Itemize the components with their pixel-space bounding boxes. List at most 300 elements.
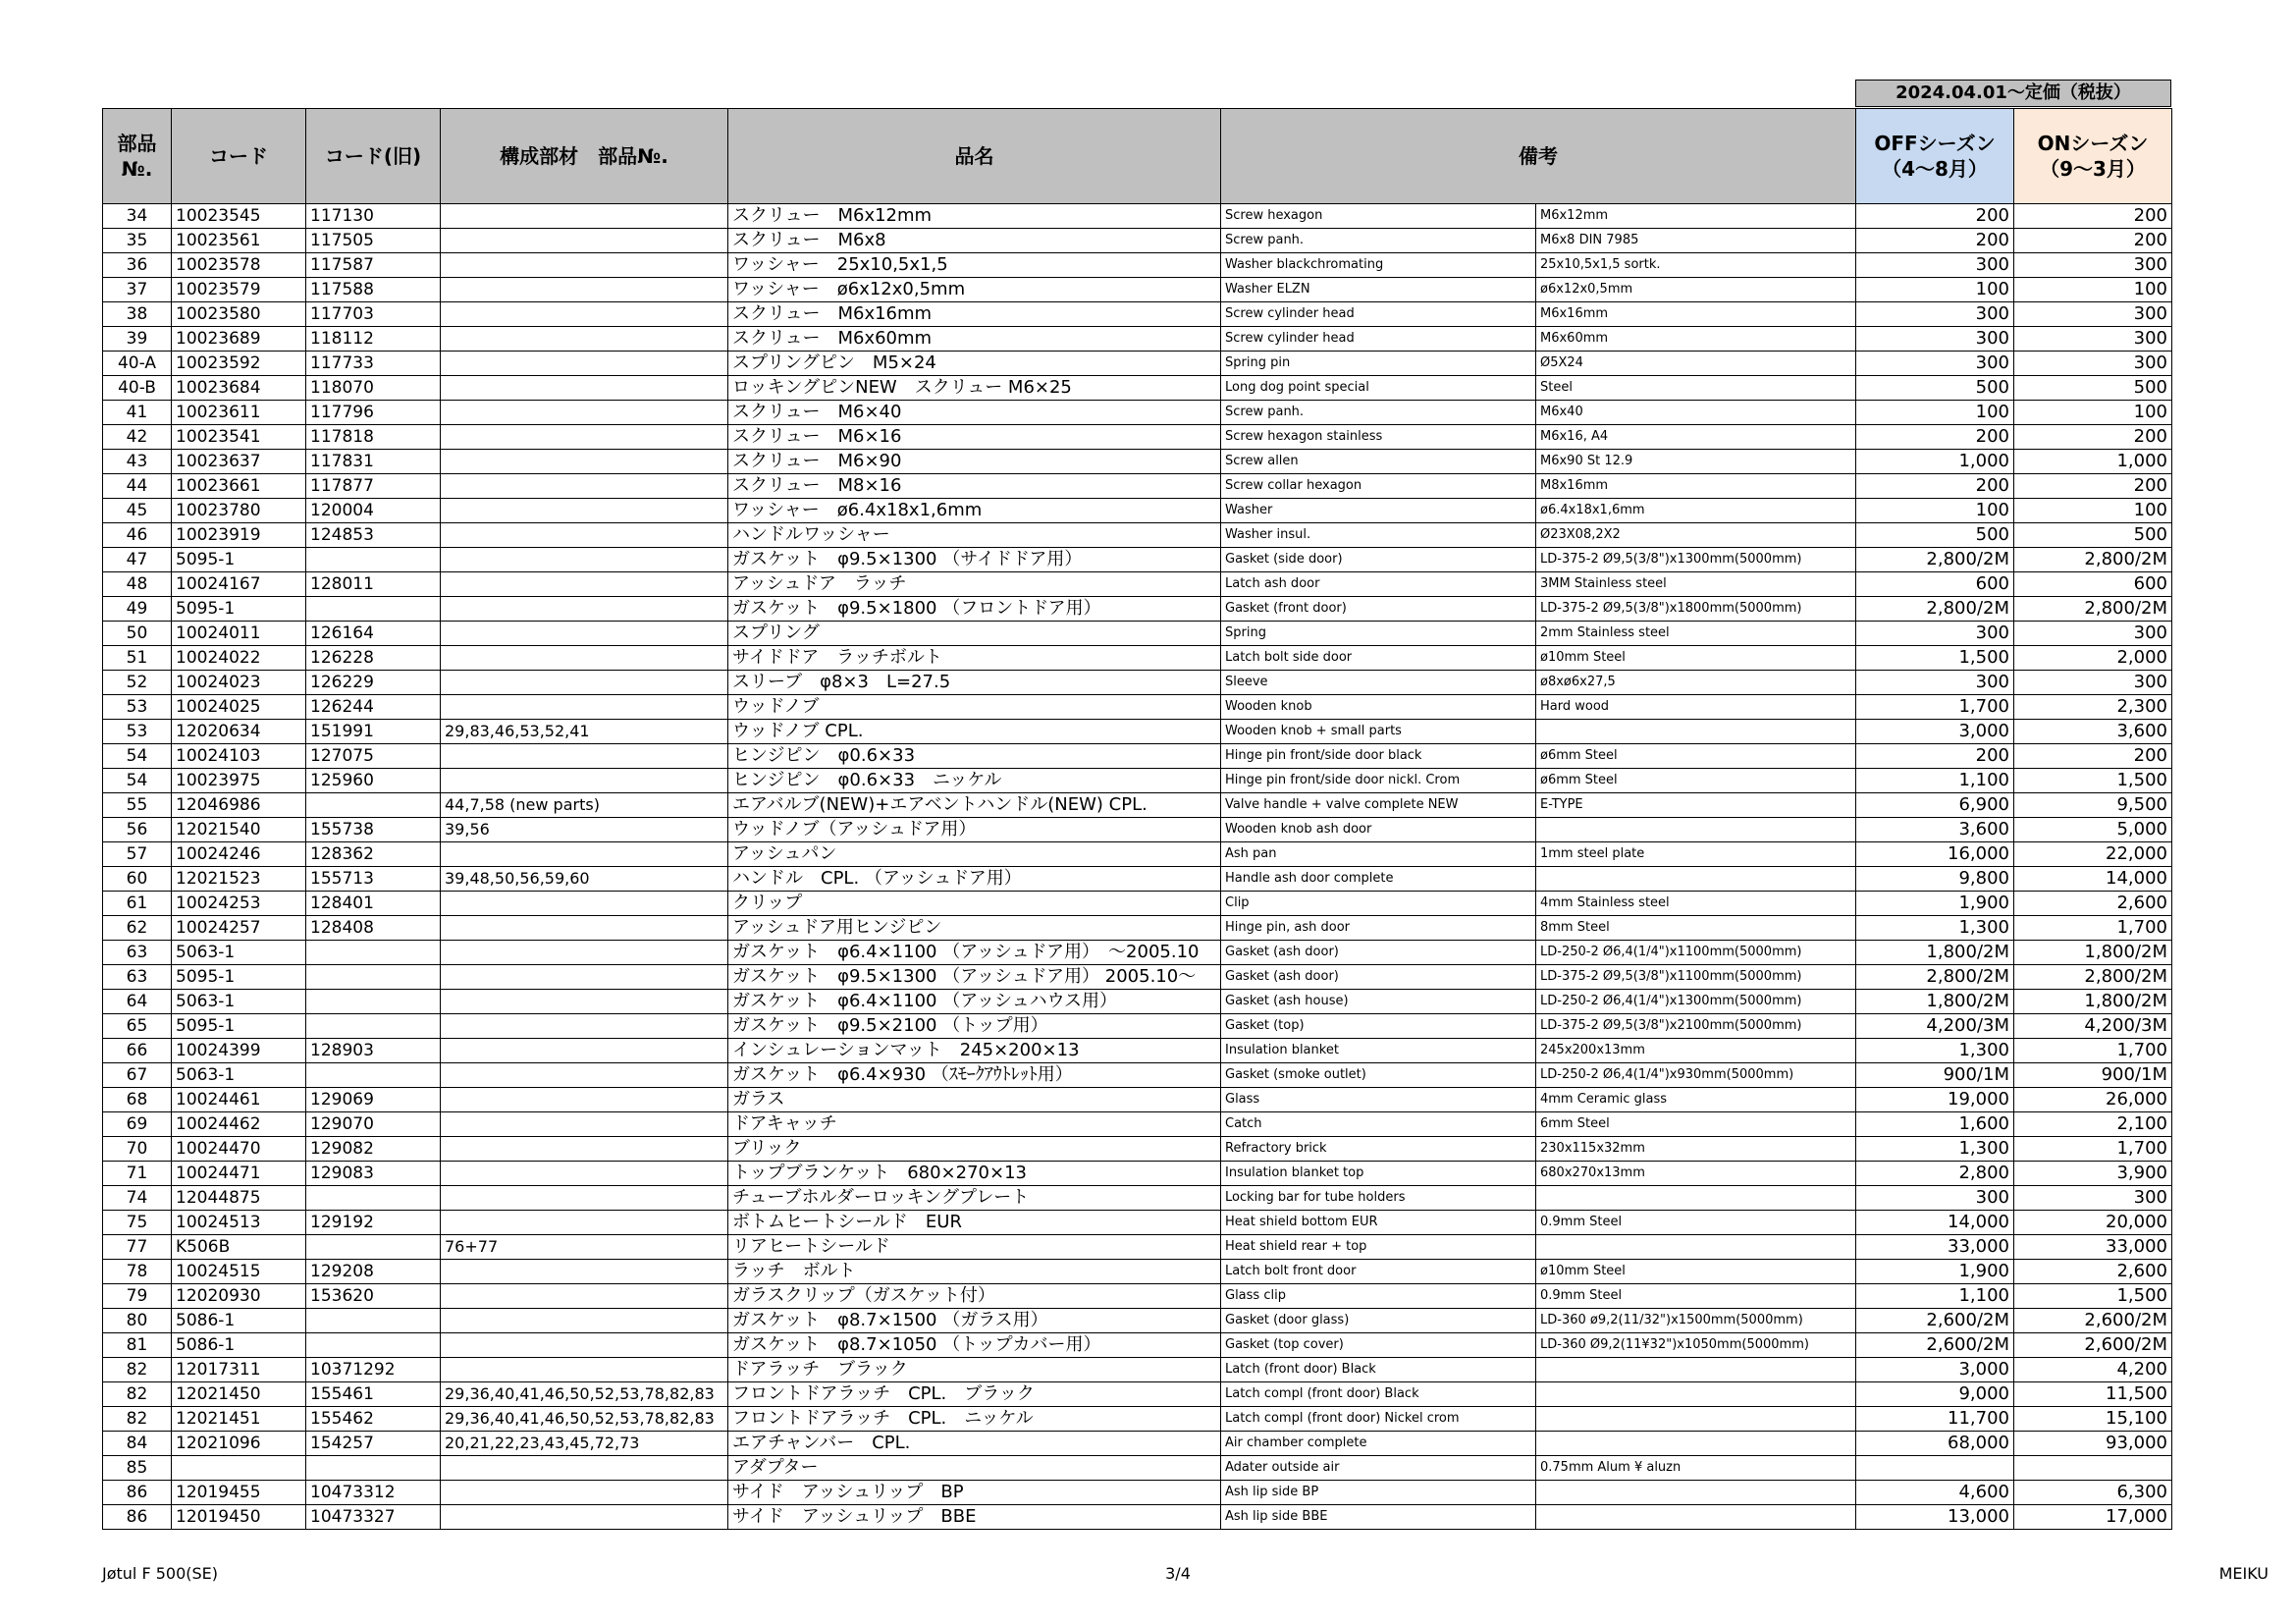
- cell-off-price: 300: [1856, 622, 2014, 646]
- cell-spec: [1536, 720, 1856, 744]
- cell-component: 29,36,40,41,46,50,52,53,78,82,83: [441, 1382, 728, 1407]
- cell-name: アッシュドア ラッチ: [728, 572, 1221, 597]
- cell-component: [441, 916, 728, 941]
- cell-spec: M6x12mm: [1536, 204, 1856, 229]
- cell-spec: LD-360 ø9,2(11/32")x1500mm(5000mm): [1536, 1309, 1856, 1333]
- cell-english-name: Refractory brick: [1221, 1137, 1536, 1162]
- cell-on-price: 4,200: [2014, 1358, 2172, 1382]
- cell-off-price: 500: [1856, 376, 2014, 401]
- cell-off-price: 200: [1856, 425, 2014, 450]
- table-row: [103, 622, 2172, 646]
- cell-spec: [1536, 818, 1856, 842]
- cell-code-old: [306, 1456, 441, 1481]
- cell-part-no: 70: [103, 1137, 172, 1162]
- cell-on-price: 5,000: [2014, 818, 2172, 842]
- cell-code: 5086-1: [172, 1333, 306, 1358]
- cell-name: サイド アッシュリップ BBE: [728, 1505, 1221, 1530]
- cell-code-old: [306, 793, 441, 818]
- cell-english-name: Gasket (ash house): [1221, 990, 1536, 1014]
- cell-component: 29,36,40,41,46,50,52,53,78,82,83: [441, 1407, 728, 1432]
- cell-component: [441, 1014, 728, 1039]
- header-remarks: 備考: [1221, 109, 1856, 204]
- cell-off-price: [1856, 1456, 2014, 1481]
- cell-component: [441, 302, 728, 327]
- cell-code: 12021523: [172, 867, 306, 892]
- cell-part-no: 48: [103, 572, 172, 597]
- cell-english-name: Heat shield bottom EUR: [1221, 1211, 1536, 1235]
- table-row: [103, 229, 2172, 253]
- table-row: [103, 671, 2172, 695]
- cell-off-price: 200: [1856, 229, 2014, 253]
- cell-code: 5095-1: [172, 965, 306, 990]
- cell-code-old: 153620: [306, 1284, 441, 1309]
- cell-off-price: 2,800/2M: [1856, 597, 2014, 622]
- cell-name: ガスケット φ6.4×1100 （アッシュドア用） ～2005.10: [728, 941, 1221, 965]
- cell-on-price: 3,600: [2014, 720, 2172, 744]
- table-row: [103, 1162, 2172, 1186]
- cell-code-old: 124853: [306, 523, 441, 548]
- cell-off-price: 200: [1856, 204, 2014, 229]
- table-row: [103, 1407, 2172, 1432]
- cell-on-price: 100: [2014, 278, 2172, 302]
- cell-name: フロントドアラッチ CPL. ニッケル: [728, 1407, 1221, 1432]
- cell-component: [441, 1112, 728, 1137]
- table-row: [103, 990, 2172, 1014]
- cell-part-no: 62: [103, 916, 172, 941]
- cell-part-no: 34: [103, 204, 172, 229]
- cell-on-price: 200: [2014, 425, 2172, 450]
- cell-english-name: Screw panh.: [1221, 401, 1536, 425]
- table-row: [103, 744, 2172, 769]
- cell-part-no: 63: [103, 965, 172, 990]
- cell-off-price: 2,800/2M: [1856, 548, 2014, 572]
- cell-code: 5063-1: [172, 990, 306, 1014]
- cell-off-price: 33,000: [1856, 1235, 2014, 1260]
- cell-code-old: 155738: [306, 818, 441, 842]
- cell-english-name: Screw hexagon: [1221, 204, 1536, 229]
- cell-on-price: 300: [2014, 671, 2172, 695]
- cell-component: [441, 327, 728, 352]
- cell-off-price: 3,000: [1856, 720, 2014, 744]
- cell-component: [441, 1309, 728, 1333]
- cell-english-name: Gasket (door glass): [1221, 1309, 1536, 1333]
- cell-spec: Ø5X24: [1536, 352, 1856, 376]
- cell-spec: [1536, 1186, 1856, 1211]
- cell-on-price: 20,000: [2014, 1211, 2172, 1235]
- cell-off-price: 1,900: [1856, 892, 2014, 916]
- cell-name: ガラスクリップ（ガスケット付）: [728, 1284, 1221, 1309]
- table-row: [103, 302, 2172, 327]
- cell-name: ガスケット φ9.5×1800 （フロントドア用）: [728, 597, 1221, 622]
- cell-off-price: 1,100: [1856, 1284, 2014, 1309]
- cell-off-price: 13,000: [1856, 1505, 2014, 1530]
- cell-english-name: Gasket (front door): [1221, 597, 1536, 622]
- cell-code: 10023637: [172, 450, 306, 474]
- cell-code-old: 117831: [306, 450, 441, 474]
- cell-spec: 4mm Stainless steel: [1536, 892, 1856, 916]
- table-row: [103, 450, 2172, 474]
- cell-off-price: 200: [1856, 744, 2014, 769]
- table-row: [103, 769, 2172, 793]
- cell-spec: LD-250-2 Ø6,4(1/4")x1100mm(5000mm): [1536, 941, 1856, 965]
- cell-code-old: [306, 1014, 441, 1039]
- table-row: [103, 1063, 2172, 1088]
- table-row: [103, 1014, 2172, 1039]
- cell-on-price: 300: [2014, 622, 2172, 646]
- cell-spec: M6x90 St 12.9: [1536, 450, 1856, 474]
- cell-on-price: [2014, 1456, 2172, 1481]
- cell-name: ガスケット φ6.4×930 （ｽﾓｰｸｱｳﾄﾚｯﾄ用）: [728, 1063, 1221, 1088]
- cell-code-old: [306, 1235, 441, 1260]
- table-row: [103, 401, 2172, 425]
- cell-part-no: 86: [103, 1481, 172, 1505]
- header-on-season: ONシーズン （9～3月）: [2014, 109, 2172, 204]
- cell-english-name: Latch bolt side door: [1221, 646, 1536, 671]
- cell-code: 10023579: [172, 278, 306, 302]
- cell-spec: 3MM Stainless steel: [1536, 572, 1856, 597]
- cell-name: スクリュー M8×16: [728, 474, 1221, 499]
- cell-on-price: 2,600/2M: [2014, 1309, 2172, 1333]
- cell-name: ハンドルワッシャー: [728, 523, 1221, 548]
- cell-code-old: 154257: [306, 1432, 441, 1456]
- cell-code-old: 117796: [306, 401, 441, 425]
- cell-code-old: 155713: [306, 867, 441, 892]
- parts-price-table: [102, 108, 2172, 1530]
- cell-on-price: 1,700: [2014, 1039, 2172, 1063]
- cell-code-old: 117130: [306, 204, 441, 229]
- cell-code: 10023661: [172, 474, 306, 499]
- cell-code-old: [306, 548, 441, 572]
- cell-spec: 230x115x32mm: [1536, 1137, 1856, 1162]
- cell-on-price: 200: [2014, 229, 2172, 253]
- table-row: [103, 916, 2172, 941]
- cell-code-old: [306, 941, 441, 965]
- cell-spec: 4mm Ceramic glass: [1536, 1088, 1856, 1112]
- cell-part-no: 82: [103, 1382, 172, 1407]
- cell-code: K506B: [172, 1235, 306, 1260]
- cell-code-old: 120004: [306, 499, 441, 523]
- cell-component: [441, 499, 728, 523]
- cell-code: 10023689: [172, 327, 306, 352]
- cell-english-name: Latch (front door) Black: [1221, 1358, 1536, 1382]
- cell-part-no: 66: [103, 1039, 172, 1063]
- cell-code: 5063-1: [172, 1063, 306, 1088]
- cell-off-price: 200: [1856, 474, 2014, 499]
- cell-off-price: 300: [1856, 253, 2014, 278]
- table-row: [103, 646, 2172, 671]
- table-row: [103, 499, 2172, 523]
- cell-english-name: Hinge pin, ash door: [1221, 916, 1536, 941]
- cell-part-no: 44: [103, 474, 172, 499]
- cell-component: [441, 622, 728, 646]
- cell-component: [441, 892, 728, 916]
- cell-english-name: Washer insul.: [1221, 523, 1536, 548]
- cell-code: 10024399: [172, 1039, 306, 1063]
- cell-part-no: 68: [103, 1088, 172, 1112]
- table-row: [103, 1456, 2172, 1481]
- cell-code: 10024023: [172, 671, 306, 695]
- cell-off-price: 6,900: [1856, 793, 2014, 818]
- table-row: [103, 204, 2172, 229]
- cell-code-old: 10371292: [306, 1358, 441, 1382]
- cell-code: 5095-1: [172, 548, 306, 572]
- cell-on-price: 300: [2014, 1186, 2172, 1211]
- table-row: [103, 1137, 2172, 1162]
- cell-part-no: 84: [103, 1432, 172, 1456]
- cell-code: 10023561: [172, 229, 306, 253]
- cell-english-name: Adater outside air: [1221, 1456, 1536, 1481]
- table-row: [103, 1039, 2172, 1063]
- cell-spec: [1536, 867, 1856, 892]
- cell-spec: E-TYPE: [1536, 793, 1856, 818]
- table-row: [103, 253, 2172, 278]
- cell-code: 10024253: [172, 892, 306, 916]
- cell-name: スプリング: [728, 622, 1221, 646]
- cell-name: トップブランケット 680×270×13: [728, 1162, 1221, 1186]
- cell-component: [441, 548, 728, 572]
- cell-code-old: 117588: [306, 278, 441, 302]
- cell-on-price: 2,800/2M: [2014, 548, 2172, 572]
- cell-spec: Steel: [1536, 376, 1856, 401]
- cell-code-old: 117587: [306, 253, 441, 278]
- cell-code-old: 117733: [306, 352, 441, 376]
- cell-off-price: 300: [1856, 671, 2014, 695]
- cell-code: 10023541: [172, 425, 306, 450]
- cell-spec: M6x16mm: [1536, 302, 1856, 327]
- cell-part-no: 82: [103, 1358, 172, 1382]
- cell-name: スクリュー M6×40: [728, 401, 1221, 425]
- table-row: [103, 572, 2172, 597]
- cell-component: [441, 474, 728, 499]
- cell-english-name: Spring pin: [1221, 352, 1536, 376]
- cell-code: 12021451: [172, 1407, 306, 1432]
- cell-code-old: 117505: [306, 229, 441, 253]
- cell-code: 10024471: [172, 1162, 306, 1186]
- cell-component: [441, 278, 728, 302]
- cell-name: アッシュドア用ヒンジピン: [728, 916, 1221, 941]
- cell-code-old: [306, 1309, 441, 1333]
- cell-off-price: 1,900: [1856, 1260, 2014, 1284]
- cell-component: [441, 1358, 728, 1382]
- cell-on-price: 300: [2014, 253, 2172, 278]
- cell-spec: LD-375-2 Ø9,5(3/8")x1300mm(5000mm): [1536, 548, 1856, 572]
- cell-code-old: 128408: [306, 916, 441, 941]
- table-row: [103, 1260, 2172, 1284]
- cell-on-price: 500: [2014, 376, 2172, 401]
- cell-part-no: 42: [103, 425, 172, 450]
- cell-code: 10024515: [172, 1260, 306, 1284]
- cell-spec: [1536, 1505, 1856, 1530]
- cell-component: [441, 744, 728, 769]
- cell-spec: 25x10,5x1,5 sortk.: [1536, 253, 1856, 278]
- cell-english-name: Screw cylinder head: [1221, 302, 1536, 327]
- cell-name: ドアラッチ ブラック: [728, 1358, 1221, 1382]
- cell-off-price: 1,300: [1856, 1137, 2014, 1162]
- cell-code-old: 117877: [306, 474, 441, 499]
- header-off-season: OFFシーズン （4～8月）: [1856, 109, 2014, 204]
- cell-code-old: 118112: [306, 327, 441, 352]
- cell-off-price: 3,600: [1856, 818, 2014, 842]
- cell-name: ワッシャー ø6.4x18x1,6mm: [728, 499, 1221, 523]
- cell-code: 12020634: [172, 720, 306, 744]
- cell-component: [441, 1505, 728, 1530]
- cell-spec: LD-375-2 Ø9,5(3/8")x1100mm(5000mm): [1536, 965, 1856, 990]
- cell-code-old: 129083: [306, 1162, 441, 1186]
- cell-english-name: Wooden knob + small parts: [1221, 720, 1536, 744]
- cell-english-name: Gasket (top cover): [1221, 1333, 1536, 1358]
- cell-english-name: Latch ash door: [1221, 572, 1536, 597]
- cell-english-name: Washer: [1221, 499, 1536, 523]
- cell-name: ハンドル CPL. （アッシュドア用）: [728, 867, 1221, 892]
- cell-on-price: 600: [2014, 572, 2172, 597]
- cell-spec: ø6x12x0,5mm: [1536, 278, 1856, 302]
- cell-on-price: 300: [2014, 327, 2172, 352]
- cell-part-no: 43: [103, 450, 172, 474]
- table-row: [103, 892, 2172, 916]
- cell-english-name: Screw allen: [1221, 450, 1536, 474]
- cell-english-name: Ash lip side BP: [1221, 1481, 1536, 1505]
- cell-off-price: 68,000: [1856, 1432, 2014, 1456]
- cell-on-price: 2,600: [2014, 892, 2172, 916]
- table-row: [103, 278, 2172, 302]
- table-row: [103, 1309, 2172, 1333]
- cell-off-price: 1,500: [1856, 646, 2014, 671]
- cell-part-no: 35: [103, 229, 172, 253]
- cell-spec: M6x16, A4: [1536, 425, 1856, 450]
- cell-name: アダプター: [728, 1456, 1221, 1481]
- cell-spec: ø6mm Steel: [1536, 769, 1856, 793]
- cell-spec: M6x40: [1536, 401, 1856, 425]
- cell-part-no: 54: [103, 769, 172, 793]
- cell-part-no: 85: [103, 1456, 172, 1481]
- cell-part-no: 63: [103, 941, 172, 965]
- cell-part-no: 75: [103, 1211, 172, 1235]
- cell-english-name: Gasket (smoke outlet): [1221, 1063, 1536, 1088]
- cell-part-no: 57: [103, 842, 172, 867]
- cell-english-name: Wooden knob ash door: [1221, 818, 1536, 842]
- cell-code: 10023545: [172, 204, 306, 229]
- cell-component: [441, 425, 728, 450]
- cell-english-name: Gasket (side door): [1221, 548, 1536, 572]
- header-part-no: 部品 №.: [103, 109, 172, 204]
- cell-on-price: 2,300: [2014, 695, 2172, 720]
- cell-code-old: 129082: [306, 1137, 441, 1162]
- cell-name: ロッキングピンNEW スクリュー M6×25: [728, 376, 1221, 401]
- cell-english-name: Wooden knob: [1221, 695, 1536, 720]
- cell-spec: 1mm steel plate: [1536, 842, 1856, 867]
- cell-part-no: 77: [103, 1235, 172, 1260]
- cell-code: 10023578: [172, 253, 306, 278]
- cell-component: [441, 352, 728, 376]
- cell-on-price: 1,800/2M: [2014, 941, 2172, 965]
- table-row: [103, 793, 2172, 818]
- cell-code-old: 126228: [306, 646, 441, 671]
- cell-off-price: 900/1M: [1856, 1063, 2014, 1088]
- header-component: 構成部材 部品№.: [441, 109, 728, 204]
- cell-code: 10024462: [172, 1112, 306, 1137]
- cell-on-price: 2,000: [2014, 646, 2172, 671]
- cell-on-price: 1,700: [2014, 1137, 2172, 1162]
- cell-code: 5095-1: [172, 1014, 306, 1039]
- cell-part-no: 60: [103, 867, 172, 892]
- cell-code-old: 129070: [306, 1112, 441, 1137]
- cell-on-price: 200: [2014, 474, 2172, 499]
- cell-off-price: 100: [1856, 401, 2014, 425]
- cell-english-name: Catch: [1221, 1112, 1536, 1137]
- cell-on-price: 15,100: [2014, 1407, 2172, 1432]
- table-row: [103, 867, 2172, 892]
- cell-english-name: Washer ELZN: [1221, 278, 1536, 302]
- cell-on-price: 1,000: [2014, 450, 2172, 474]
- cell-spec: LD-250-2 Ø6,4(1/4")x930mm(5000mm): [1536, 1063, 1856, 1088]
- table-row: [103, 352, 2172, 376]
- cell-component: [441, 1260, 728, 1284]
- cell-code-old: [306, 1063, 441, 1088]
- cell-part-no: 80: [103, 1309, 172, 1333]
- cell-spec: ø6.4x18x1,6mm: [1536, 499, 1856, 523]
- cell-part-no: 50: [103, 622, 172, 646]
- cell-component: 20,21,22,23,43,45,72,73: [441, 1432, 728, 1456]
- cell-spec: ø8xø6x27,5: [1536, 671, 1856, 695]
- cell-on-price: 1,500: [2014, 769, 2172, 793]
- cell-english-name: Washer blackchromating: [1221, 253, 1536, 278]
- cell-name: ヒンジピン φ0.6×33 ニッケル: [728, 769, 1221, 793]
- cell-name: ワッシャー ø6x12x0,5mm: [728, 278, 1221, 302]
- cell-spec: 0.9mm Steel: [1536, 1284, 1856, 1309]
- cell-english-name: Glass: [1221, 1088, 1536, 1112]
- cell-name: ワッシャー 25x10,5x1,5: [728, 253, 1221, 278]
- cell-name: アッシュパン: [728, 842, 1221, 867]
- cell-code-old: 128362: [306, 842, 441, 867]
- cell-spec: 245x200x13mm: [1536, 1039, 1856, 1063]
- cell-english-name: Hinge pin front/side door black: [1221, 744, 1536, 769]
- cell-english-name: Latch compl (front door) Black: [1221, 1382, 1536, 1407]
- cell-component: [441, 842, 728, 867]
- header-name: 品名: [728, 109, 1221, 204]
- cell-spec: [1536, 1407, 1856, 1432]
- cell-english-name: Clip: [1221, 892, 1536, 916]
- table-row: [103, 965, 2172, 990]
- cell-spec: [1536, 1481, 1856, 1505]
- cell-code-old: 127075: [306, 744, 441, 769]
- footer-company: MEIKU: [2218, 1564, 2269, 1583]
- cell-code-old: 129192: [306, 1211, 441, 1235]
- cell-off-price: 14,000: [1856, 1211, 2014, 1235]
- cell-code: 12019455: [172, 1481, 306, 1505]
- cell-spec: [1536, 1382, 1856, 1407]
- table-row: [103, 941, 2172, 965]
- cell-name: サイド アッシュリップ BP: [728, 1481, 1221, 1505]
- cell-on-price: 9,500: [2014, 793, 2172, 818]
- table-row: [103, 376, 2172, 401]
- cell-spec: 0.75mm Alum ¥ aluzn: [1536, 1456, 1856, 1481]
- cell-code: 10024246: [172, 842, 306, 867]
- cell-code-old: 10473312: [306, 1481, 441, 1505]
- cell-name: ウッドノブ CPL.: [728, 720, 1221, 744]
- cell-off-price: 300: [1856, 327, 2014, 352]
- cell-english-name: Screw collar hexagon: [1221, 474, 1536, 499]
- cell-code: 12021450: [172, 1382, 306, 1407]
- cell-name: リアヒートシールド: [728, 1235, 1221, 1260]
- cell-off-price: 1,000: [1856, 450, 2014, 474]
- cell-on-price: 11,500: [2014, 1382, 2172, 1407]
- cell-spec: LD-375-2 Ø9,5(3/8")x2100mm(5000mm): [1536, 1014, 1856, 1039]
- cell-off-price: 1,300: [1856, 916, 2014, 941]
- cell-code: 12017311: [172, 1358, 306, 1382]
- cell-name: スクリュー M6x8: [728, 229, 1221, 253]
- cell-component: [441, 572, 728, 597]
- cell-english-name: Valve handle + valve complete NEW: [1221, 793, 1536, 818]
